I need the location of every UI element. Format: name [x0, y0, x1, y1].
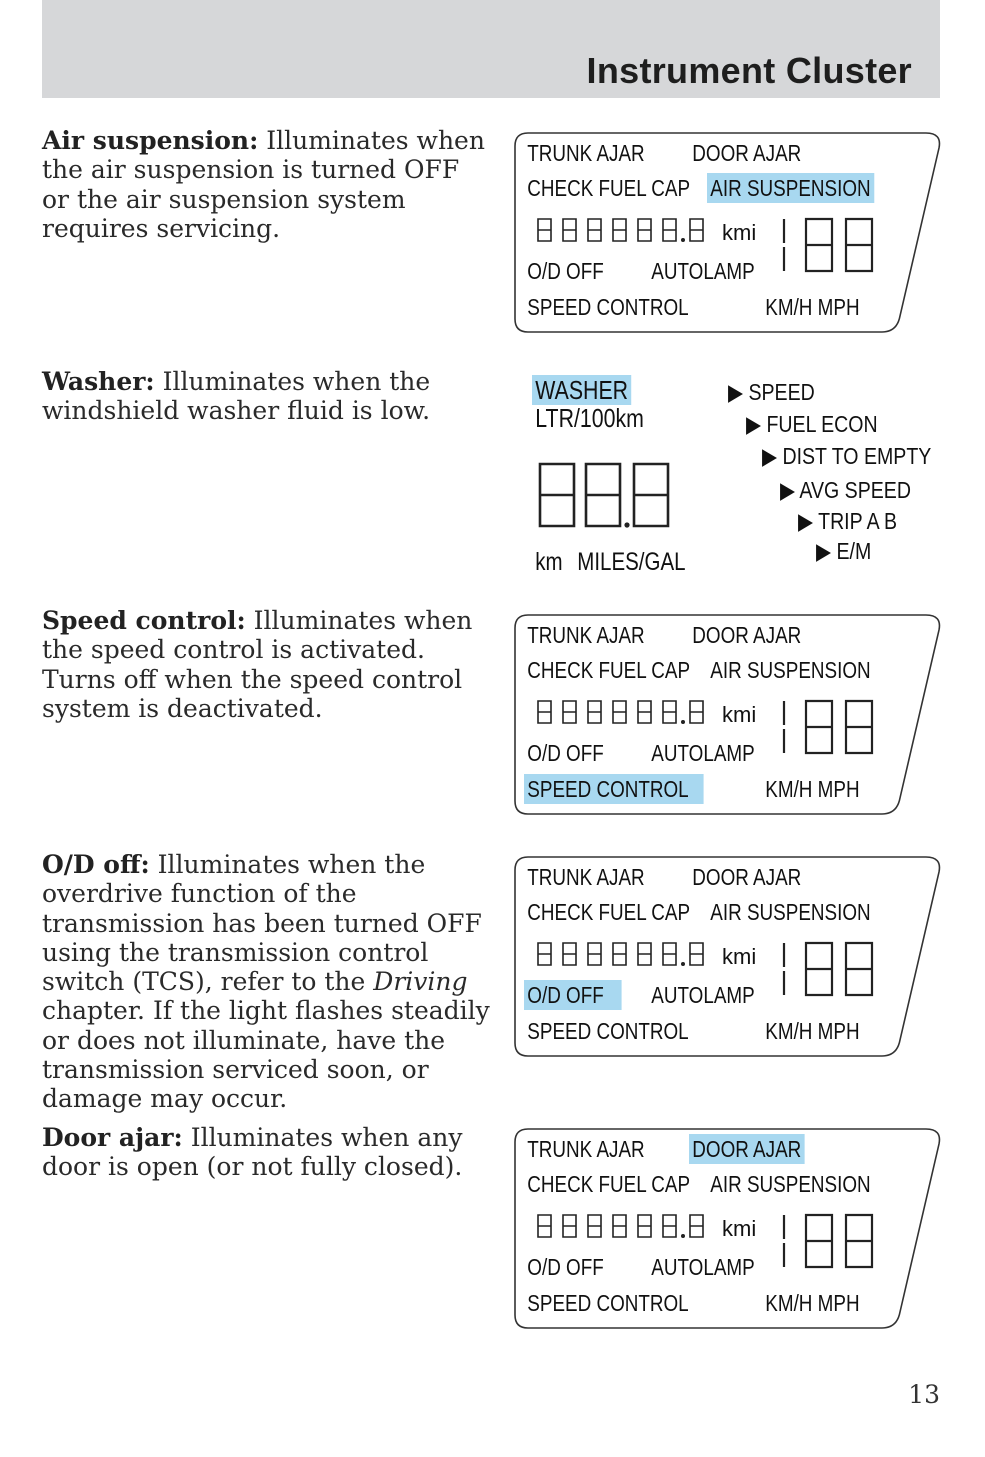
desc-door-ajar [42, 1123, 492, 1182]
trip-menu-label: FUEL ECON [766, 411, 878, 437]
triangle-icon: ▶ [816, 538, 837, 564]
trip-menu-label: AVG SPEED [799, 477, 911, 503]
page-header [42, 0, 940, 98]
desc-od-off [42, 850, 492, 1114]
speed-control-label: SPEED CONTROL [527, 294, 689, 320]
triangle-icon: ▶ [762, 443, 783, 469]
check-fuel-cap-label: CHECK FUEL CAP [527, 657, 691, 683]
air-suspension-label: AIR SUSPENSION [710, 657, 871, 683]
term: Washer: [42, 367, 155, 396]
desc-air-suspension [42, 126, 492, 243]
trip-menu-label: TRIP A B [818, 508, 898, 534]
speed-control-label: SPEED CONTROL [527, 1290, 689, 1316]
odometer-digits [536, 216, 716, 246]
trunk-ajar-label: TRUNK AJAR [527, 622, 645, 648]
desc-speed-control [42, 606, 492, 723]
washer-display [514, 365, 954, 595]
speed-digits [780, 698, 890, 758]
od-off-label: O/D OFF [527, 740, 604, 766]
odometer-digits [536, 940, 716, 970]
kmh-mph-label: KM/H MPH [765, 294, 860, 320]
door-ajar-label: DOOR AJAR [692, 622, 802, 648]
italic-ref: Driving [373, 967, 468, 997]
body: Illuminates when the windshield washer fluid is low. [42, 367, 431, 426]
triangle-icon: ▶ [746, 411, 767, 437]
trunk-ajar-label: TRUNK AJAR [527, 140, 645, 166]
speed-digits [780, 1212, 890, 1272]
autolamp-label: AUTOLAMP [651, 258, 755, 284]
trip-menu-label: SPEED [748, 379, 815, 405]
speed-digits [780, 216, 890, 276]
trip-menu-item [746, 411, 878, 438]
od-off-label: O/D OFF [527, 1254, 604, 1280]
triangle-icon: ▶ [780, 477, 800, 503]
air-suspension-label: AIR SUSPENSION [707, 173, 874, 203]
miles-gal-label: MILES/GAL [577, 548, 686, 576]
door-ajar-label: DOOR AJAR [692, 140, 802, 166]
check-fuel-cap-label: CHECK FUEL CAP [527, 899, 691, 925]
term: Door ajar: [42, 1123, 183, 1152]
trip-menu-item [780, 477, 911, 504]
od-off-label: O/D OFF [524, 980, 622, 1010]
body-2: chapter. If the light flashes steadily or does not illuminate, have the transmission serviced soon, or damage may occur. [42, 996, 490, 1114]
od-off-label: O/D OFF [527, 258, 604, 284]
triangle-icon: ▶ [728, 379, 749, 405]
trunk-ajar-label: TRUNK AJAR [527, 1136, 645, 1162]
cluster-speed-control [514, 614, 944, 816]
kmh-mph-label: KM/H MPH [765, 1018, 860, 1044]
cluster-od-off [514, 856, 944, 1058]
cluster-door-ajar [514, 1128, 944, 1330]
odometer-unit: kmi [722, 220, 757, 245]
trip-menu-item [816, 538, 871, 565]
kmh-mph-label: KM/H MPH [765, 1290, 860, 1316]
body: Illuminates when the air suspension is turned OFF or the air suspension system requires servicing. [42, 126, 485, 243]
speed-control-label: SPEED CONTROL [524, 774, 703, 804]
ltr-100km-label: LTR/100km [535, 403, 644, 433]
km-label: km [535, 548, 563, 576]
trip-menu-item [762, 443, 931, 470]
term: Speed control: [42, 606, 246, 635]
term: O/D off: [42, 850, 150, 879]
check-fuel-cap-label: CHECK FUEL CAP [527, 175, 691, 201]
door-ajar-label: DOOR AJAR [692, 864, 802, 890]
page-number: 13 [908, 1380, 940, 1409]
washer-digits [536, 461, 676, 531]
trip-menu-label: DIST TO EMPTY [782, 443, 932, 469]
trip-menu-item [728, 379, 815, 406]
body: Illuminates when the overdrive function of the transmission has been turned OFF using the transmission control switch (TCS), refer to the [42, 850, 482, 997]
odometer-unit: kmi [722, 1216, 757, 1241]
term: Air suspension: [42, 126, 259, 155]
trip-menu-label: E/M [836, 538, 872, 564]
desc-washer [42, 367, 492, 426]
cluster-air-suspension [514, 132, 944, 334]
body: Illuminates when any door is open (or not fully closed). [42, 1123, 463, 1182]
page-title: Instrument Cluster [586, 50, 912, 91]
autolamp-label: AUTOLAMP [651, 1254, 755, 1280]
odometer-digits [536, 698, 716, 728]
speed-control-label: SPEED CONTROL [527, 1018, 689, 1044]
trip-menu-item [798, 508, 897, 535]
check-fuel-cap-label: CHECK FUEL CAP [527, 1171, 691, 1197]
odometer-digits [536, 1212, 716, 1242]
washer-label: WASHER [532, 375, 631, 405]
autolamp-label: AUTOLAMP [651, 740, 755, 766]
speed-digits [780, 940, 890, 1000]
autolamp-label: AUTOLAMP [651, 982, 755, 1008]
triangle-icon: ▶ [798, 508, 819, 534]
odometer-unit: kmi [722, 702, 757, 727]
odometer-unit: kmi [722, 944, 757, 969]
body: Illuminates when the speed control is activated. Turns off when the speed control system is deactivated. [42, 606, 473, 723]
door-ajar-label: DOOR AJAR [689, 1134, 805, 1164]
trunk-ajar-label: TRUNK AJAR [527, 864, 645, 890]
air-suspension-label: AIR SUSPENSION [710, 1171, 871, 1197]
air-suspension-label: AIR SUSPENSION [710, 899, 871, 925]
kmh-mph-label: KM/H MPH [765, 776, 860, 802]
